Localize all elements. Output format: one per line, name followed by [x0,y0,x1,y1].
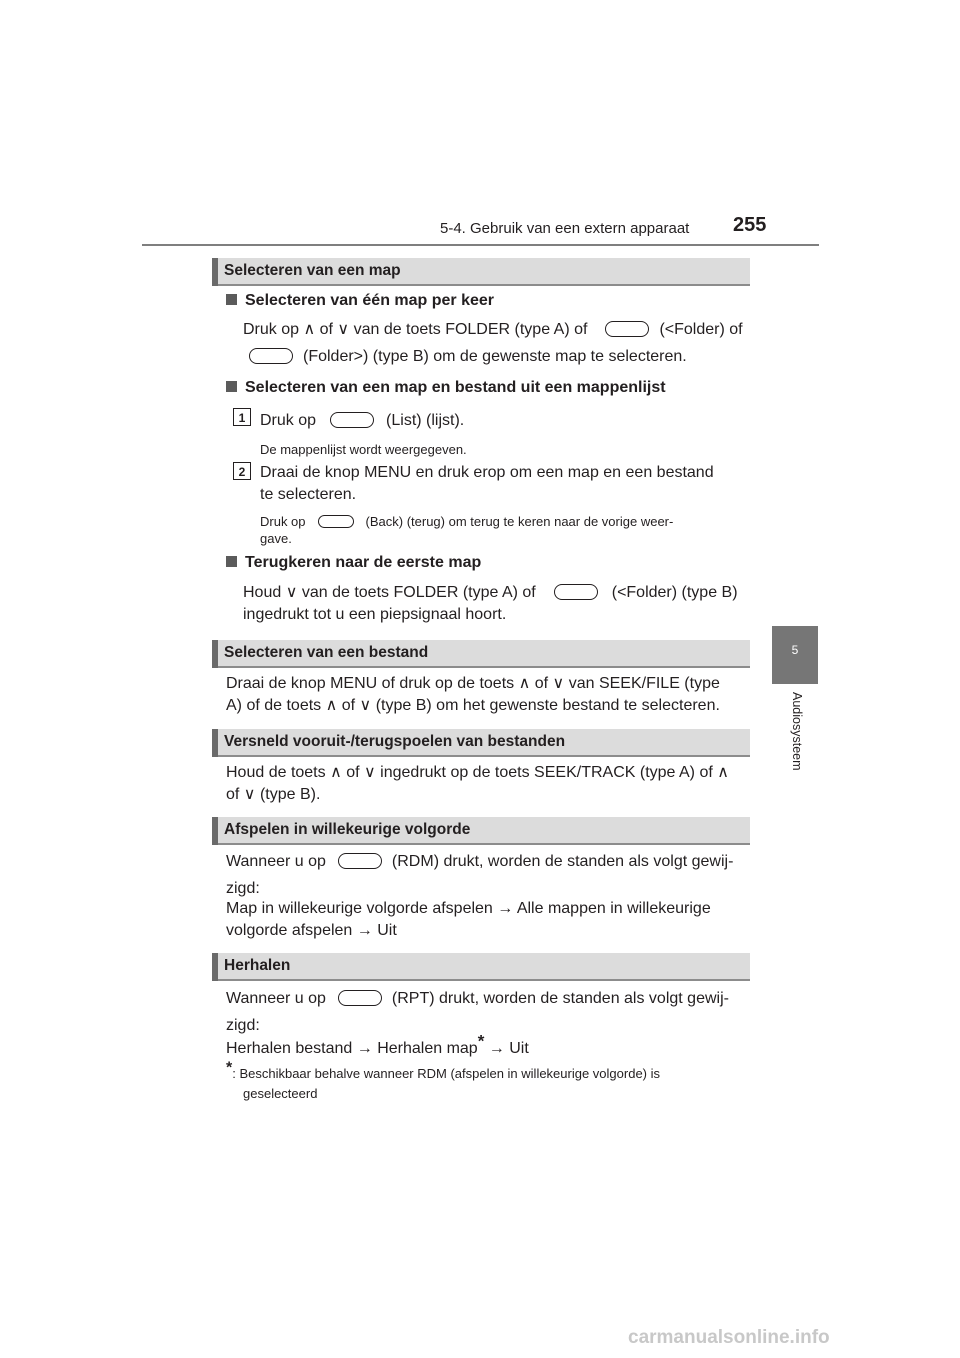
footnote: geselecteerd [243,1086,318,1101]
page-number: 255 [733,214,767,236]
step-number: 1 [233,408,251,426]
section-header-bestand: Selecteren van een bestand [212,640,750,668]
paragraph-line: Wanneer u op (RPT) drukt, worden de standen als volgt gewij- [226,990,729,1007]
step-note: gave. [260,531,292,546]
paragraph-line: (Folder>) (type B) om de gewenste map te selecteren. [243,346,687,368]
folder-button-icon [554,584,598,600]
step-note: De mappenlijst wordt weergegeven. [260,442,467,457]
bullet-square-icon [226,556,237,567]
step-note: Druk op (Back) (terug) om terug te keren naar de vorige weer- [260,514,674,529]
paragraph-line: Houd de toets ∧ of ∨ ingedrukt op de toets SEEK/TRACK (type A) of ∧ [226,764,729,781]
rpt-button-icon [338,990,382,1006]
section-header-spoelen: Versneld vooruit-/terugspoelen van bestanden [212,729,750,757]
step-text: Druk op (List) (lijst). [260,412,465,429]
chapter-title: 5-4. Gebruik van een extern apparaat [440,220,690,237]
list-button-icon [330,412,374,428]
paragraph-line: of ∨ (type B). [226,786,321,803]
chapter-tab-label: Audiosysteem [790,692,804,771]
bullet-square-icon [226,381,237,392]
footnote-marker: * [477,1031,485,1051]
paragraph-line: Druk op ∧ of ∨ van de toets FOLDER (type A) of (<Folder) of [243,321,743,338]
step-text: Draai de knop MENU en druk erop om een map en een bestand [260,464,714,481]
chapter-tab-number: 5 [791,643,799,657]
paragraph-line: A) of de toets ∧ of ∨ (type B) om het gewenste bestand te selecteren. [226,697,720,714]
paragraph-line: Houd ∨ van de toets FOLDER (type A) of (<Folder) (type B) [243,584,738,601]
paragraph-line: zigd: [226,880,260,897]
section-header-willekeurig: Afspelen in willekeurige volgorde [212,817,750,845]
header-rule [142,244,819,246]
watermark: carmanualsonline.info [628,1327,830,1348]
paragraph-line: volgorde afspelen → Uit [226,922,397,939]
folder-button-icon [249,348,293,364]
bullet-square-icon [226,294,237,305]
paragraph-line: Wanneer u op (RDM) drukt, worden de standen als volgt gewij- [226,853,734,870]
section-header-herhalen: Herhalen [212,953,750,981]
section-header-map: Selecteren van een map [212,258,750,286]
back-button-icon [318,515,354,528]
folder-button-icon [605,321,649,337]
subheading-mappenlijst: Selecteren van een map en bestand uit een mappenlijst [226,377,666,399]
step-text: te selecteren. [260,486,357,503]
subheading-een-map: Selecteren van één map per keer [226,290,494,312]
paragraph-line: ingedrukt tot u een piepsignaal hoort. [243,606,507,623]
rdm-button-icon [338,853,382,869]
paragraph-line: zigd: [226,1017,260,1034]
subheading-eerste-map: Terugkeren naar de eerste map [226,552,481,574]
paragraph-line: Herhalen bestand → Herhalen map* → Uit [226,1031,529,1057]
footnote: *: Beschikbaar behalve wanneer RDM (afspelen in willekeurige volgorde) is [226,1059,661,1081]
step-number: 2 [233,462,251,480]
paragraph-line: Map in willekeurige volgorde afspelen → Alle mappen in willekeurige [226,900,711,917]
paragraph-line: Draai de knop MENU of druk op de toets ∧ of ∨ van SEEK/FILE (type [226,675,720,692]
